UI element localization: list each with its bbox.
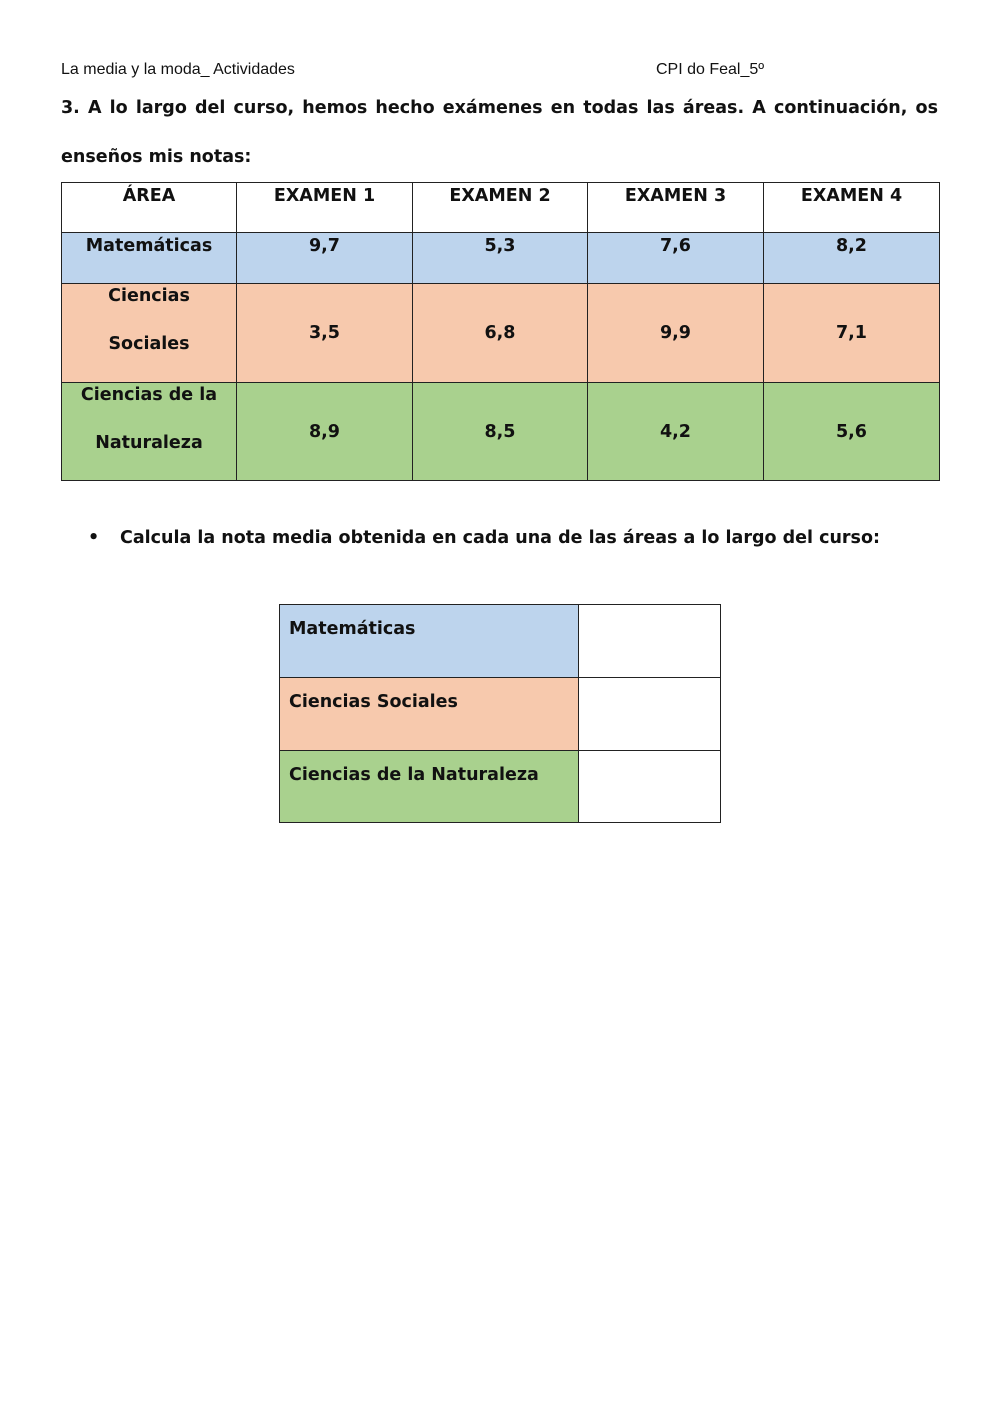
score-cell: 7,1	[764, 284, 940, 383]
answers-table	[279, 604, 721, 823]
answer-field-matematicas[interactable]	[579, 605, 721, 678]
area-ciencias-sociales	[62, 284, 237, 383]
instruction-bullet	[88, 528, 880, 548]
answer-field-sociales[interactable]	[579, 678, 721, 751]
score-cell: 4,2	[588, 383, 764, 481]
table-row	[62, 284, 940, 383]
header-exam-2: EXAMEN 2	[413, 183, 588, 233]
score-cell: 8,5	[413, 383, 588, 481]
header-school: CPI do Feal_5º	[656, 61, 765, 78]
header-exam-4: EXAMEN 4	[764, 183, 940, 233]
table-row	[280, 605, 721, 678]
area-line: Sociales	[108, 334, 190, 354]
score-cell: 3,5	[237, 284, 413, 383]
bullet-icon: •	[88, 528, 100, 548]
score-cell: 8,2	[764, 233, 940, 284]
score-cell: 9,7	[237, 233, 413, 284]
answer-label-matematicas: Matemáticas	[280, 605, 579, 678]
grades-header-row	[62, 183, 940, 233]
table-row	[280, 751, 721, 823]
table-row	[62, 383, 940, 481]
score-cell: 9,9	[588, 284, 764, 383]
table-row	[280, 678, 721, 751]
exercise-intro: 3. A lo largo del curso, hemos hecho exámenes en todas las áreas. A continuación, os enseños mis notas:	[61, 98, 938, 167]
score-cell: 7,6	[588, 233, 764, 284]
area-matematicas: Matemáticas	[62, 233, 237, 284]
header-area: ÁREA	[62, 183, 237, 233]
score-cell: 6,8	[413, 284, 588, 383]
header-exam-1: EXAMEN 1	[237, 183, 413, 233]
answer-label-sociales: Ciencias Sociales	[280, 678, 579, 751]
area-line: Naturaleza	[95, 433, 203, 453]
score-cell: 8,9	[237, 383, 413, 481]
answer-field-naturaleza[interactable]	[579, 751, 721, 823]
score-cell: 5,3	[413, 233, 588, 284]
score-cell: 5,6	[764, 383, 940, 481]
grades-table	[61, 182, 940, 481]
area-ciencias-naturaleza	[62, 383, 237, 481]
instruction-text: Calcula la nota media obtenida en cada una de las áreas a lo largo del curso:	[120, 528, 880, 548]
area-line: Ciencias de la	[80, 385, 218, 405]
header-exam-3: EXAMEN 3	[588, 183, 764, 233]
answer-label-naturaleza: Ciencias de la Naturaleza	[280, 751, 579, 823]
area-line: Ciencias	[108, 286, 190, 306]
header-title: La media y la moda_ Actividades	[61, 61, 295, 78]
